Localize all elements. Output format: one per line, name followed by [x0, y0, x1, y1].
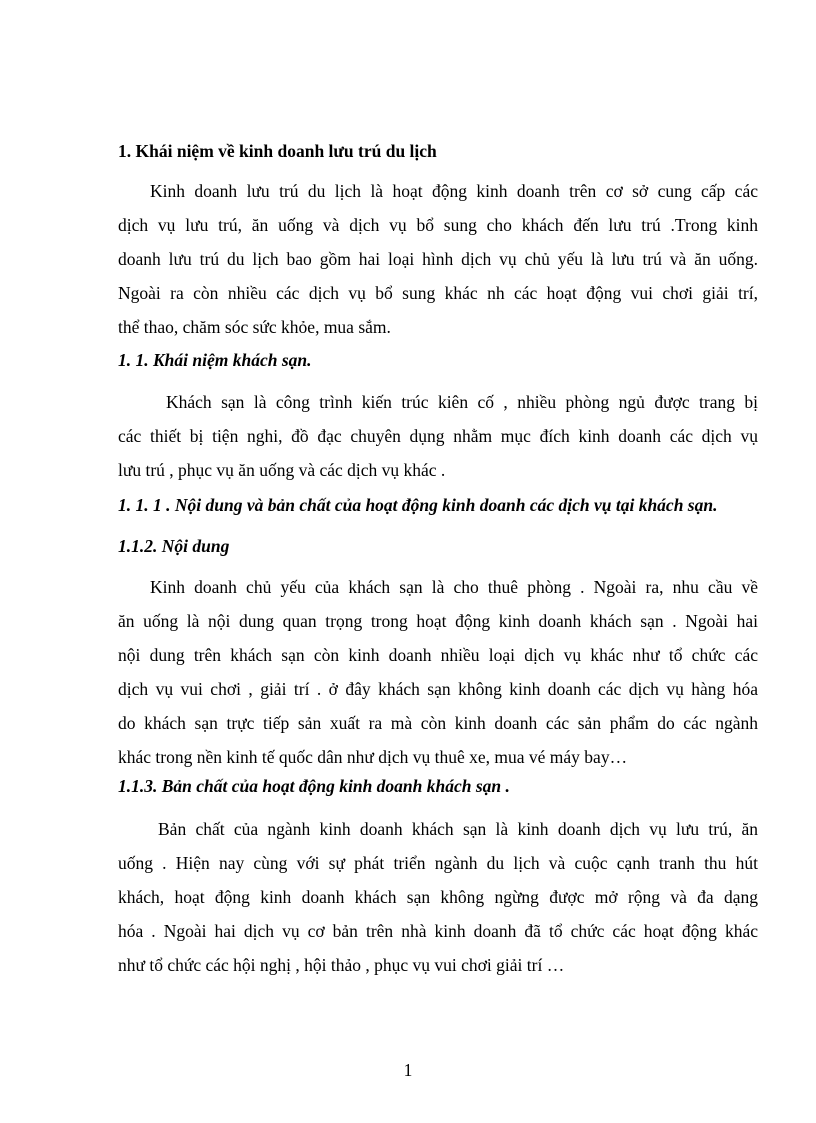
section-heading-1-1-3: 1.1.3. Bản chất của hoạt động kinh doanh khách sạn .: [118, 776, 510, 796]
paragraph-line: hóa . Ngoài hai dịch vụ cơ bản trên nhà kinh doanh đã tổ chức các hoạt động khác: [118, 921, 758, 941]
paragraph-line: khác trong nền kinh tế quốc dân như dịch vụ thuê xe, mua vé máy bay…: [118, 747, 628, 767]
section-heading-1: 1. Khái niệm về kinh doanh lưu trú du lịch: [118, 141, 437, 161]
paragraph-1: [118, 179, 758, 339]
section-heading-1-1-1: 1. 1. 1 . Nội dung và bản chất của hoạt động kinh doanh các dịch vụ tại khách sạn.: [118, 495, 718, 515]
paragraph-2: [118, 390, 758, 482]
paragraph-line: doanh lưu trú du lịch bao gồm hai loại hình dịch vụ chủ yếu là lưu trú và ăn uống.: [118, 249, 758, 269]
paragraph-line: Khách sạn là công trình kiến trúc kiên cố , nhiều phòng ngủ được trang bị: [166, 392, 758, 412]
paragraph-line: như tổ chức các hội nghị , hội thảo , phục vụ vui chơi giải trí …: [118, 955, 565, 975]
paragraph-line: lưu trú , phục vụ ăn uống và các dịch vụ khác .: [118, 460, 446, 480]
paragraph-4: [118, 817, 758, 977]
paragraph-line: do khách sạn trực tiếp sản xuất ra mà còn kinh doanh các sản phẩm do các ngành: [118, 713, 758, 733]
paragraph-line: Kinh doanh lưu trú du lịch là hoạt động kinh doanh trên cơ sở cung cấp các: [150, 181, 758, 201]
section-heading-1-1-2: 1.1.2. Nội dung: [118, 536, 230, 556]
paragraph-line: uống . Hiện nay cùng với sự phát triển ngành du lịch và cuộc cạnh tranh thu hút: [118, 853, 758, 873]
paragraph-line: dịch vụ vui chơi , giải trí . ở đây khách sạn không kinh doanh các dịch vụ hàng hóa: [118, 679, 758, 699]
paragraph-line: dịch vụ lưu trú, ăn uống và dịch vụ bổ sung cho khách đến lưu trú .Trong kinh: [118, 215, 758, 235]
page-number: 1: [403, 1060, 413, 1080]
paragraph-line: các thiết bị tiện nghi, đồ đạc chuyên dụng nhằm mục đích kinh doanh các dịch vụ: [118, 426, 758, 446]
paragraph-line: Kinh doanh chủ yếu của khách sạn là cho thuê phòng . Ngoài ra, nhu cầu về: [150, 577, 758, 597]
paragraph-line: khách, hoạt động kinh doanh khách sạn không ngừng được mở rộng và đa dạng: [118, 887, 758, 907]
paragraph-3: [118, 575, 758, 769]
paragraph-line: ăn uống là nội dung quan trọng trong hoạt động kinh doanh khách sạn . Ngoài hai: [118, 611, 758, 631]
paragraph-line: Bản chất của ngành kinh doanh khách sạn là kinh doanh dịch vụ lưu trú, ăn: [158, 819, 758, 839]
section-heading-1-1: 1. 1. Khái niệm khách sạn.: [118, 350, 312, 370]
paragraph-line: Ngoài ra còn nhiều các dịch vụ bổ sung khác nh các hoạt động vui chơi giải trí,: [118, 283, 758, 303]
paragraph-line: thể thao, chăm sóc sức khỏe, mua sắm.: [118, 317, 391, 337]
paragraph-line: nội dung trên khách sạn còn kinh doanh nhiều loại dịch vụ khác như tổ chức các: [118, 645, 758, 665]
